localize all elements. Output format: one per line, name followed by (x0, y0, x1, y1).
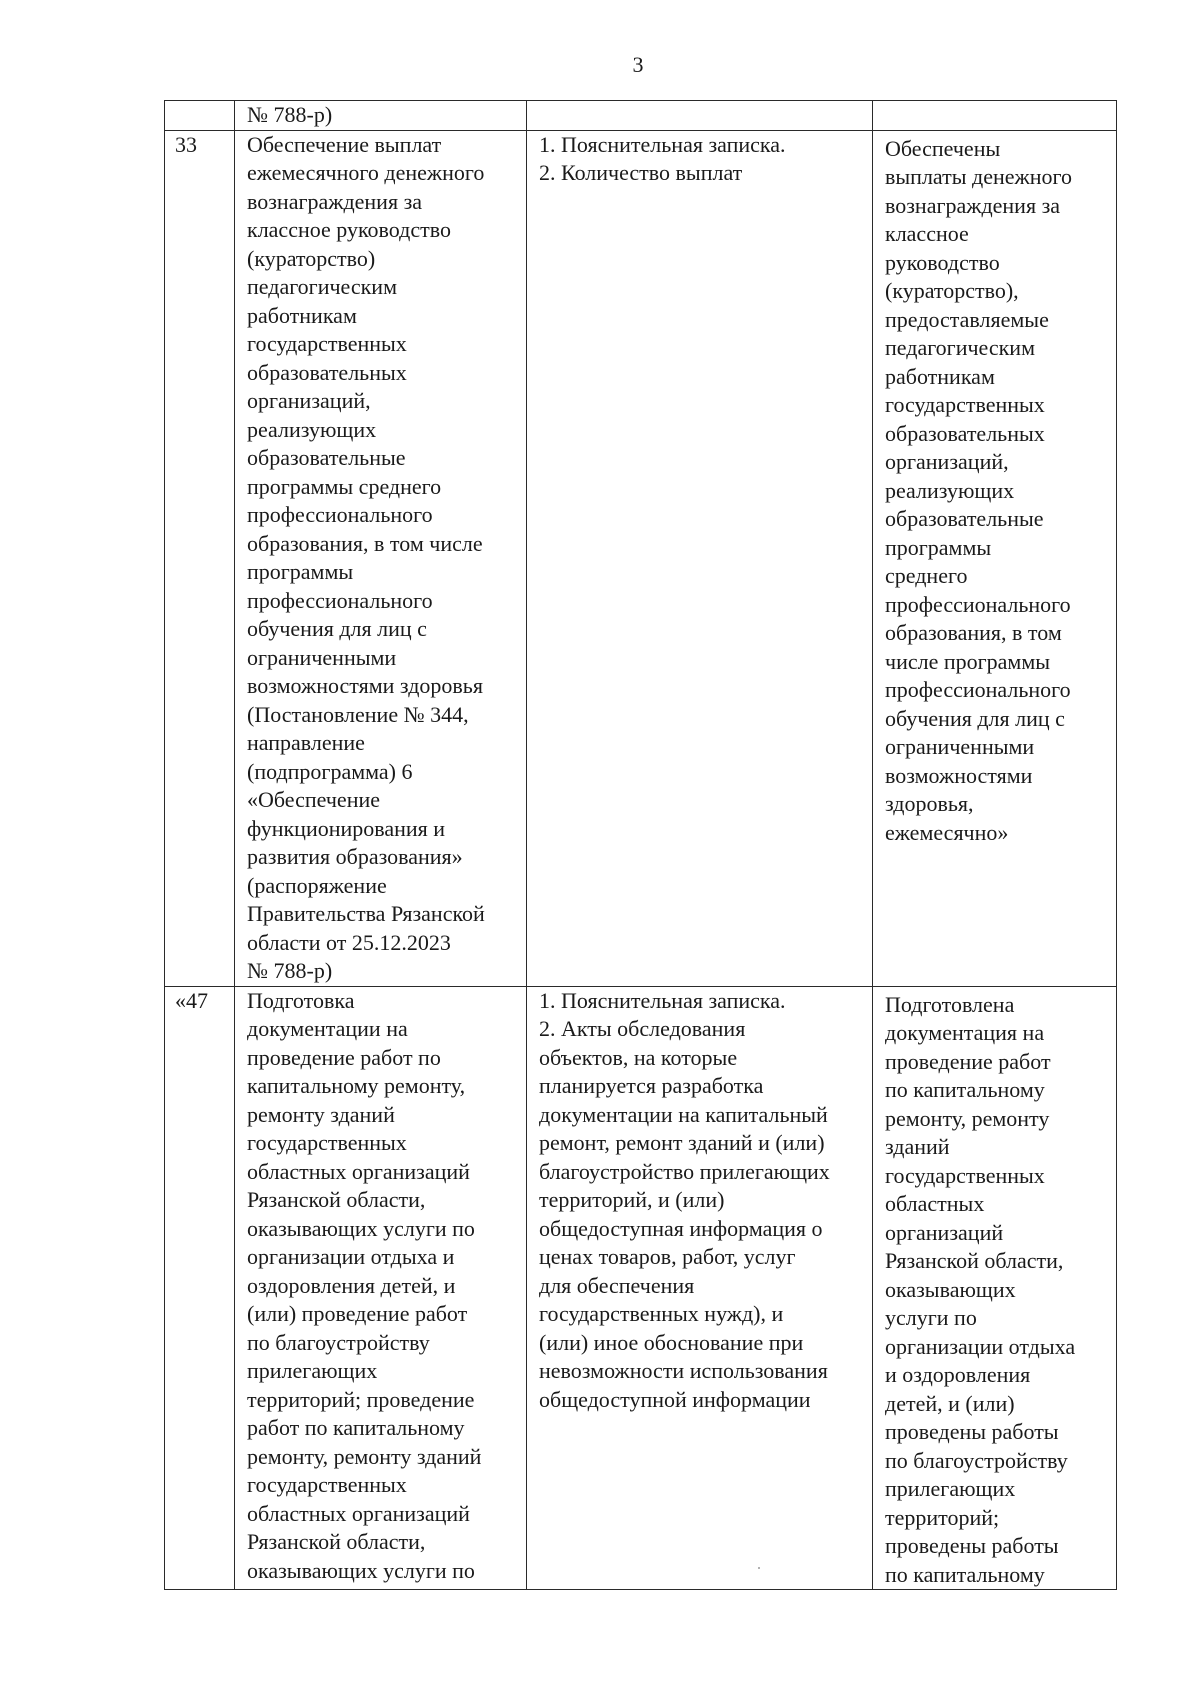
row-number-cell: 33 (165, 130, 235, 986)
result-cell (873, 101, 1117, 131)
table-row (165, 101, 1117, 131)
measure-description-cell: № 788-р) (235, 101, 527, 131)
measures-table (164, 100, 1117, 1590)
table-row (165, 986, 1117, 1590)
row-number-cell: «47 (165, 986, 235, 1590)
table-row (165, 130, 1117, 986)
supporting-documents-cell: 1. Пояснительная записка. 2. Количество выплат (527, 130, 873, 986)
measure-description-cell: Подготовка документации на проведение работ по капитальному ремонту, ремонту зданий государственных областных организаций Рязанской области, оказывающих услуги по организации отдыха и оздоровления детей, и (или) проведение работ по благоустройству прилегающих территорий; проведение работ по капитальному ремонту, ремонту зданий государственных областных организаций Рязанской области, оказывающих услуги по (235, 986, 527, 1590)
supporting-documents-cell: 1. Пояснительная записка. 2. Акты обследования объектов, на которые планируется разработка документации на капитальный ремонт, ремонт зданий и (или) благоустройство прилегающих территорий, и (или) общедоступная информация о ценах товаров, работ, услуг для обеспечения государственных нужд), и (или) иное обоснование при невозможности использования общедоступной информации (527, 986, 873, 1590)
result-cell: Подготовлена документация на проведение работ по капитальному ремонту, ремонту зданий государственных областных организаций Рязанской области, оказывающих услуги по организации отдыха и оздоровления детей, и (или) проведены работы по благоустройству прилегающих территорий; проведены работы по капитальному (873, 986, 1117, 1590)
measure-description-cell: Обеспечение выплат ежемесячного денежного вознаграждения за классное руководство (кураторство) педагогическим работникам государственных образовательных организаций, реализующих образовательные программы среднего профессионального образования, в том числе программы профессионального обучения для лиц с ограниченными возможностями здоровья (Постановление № 344, направление (подпрограмма) 6 «Обеспечение функционирования и развития образования» (распоряжение Правительства Рязанской области от 25.12.2023 № 788-р) (235, 130, 527, 986)
scan-speck (758, 1567, 760, 1569)
supporting-documents-cell (527, 101, 873, 131)
page-number: 3 (632, 52, 644, 77)
result-cell: Обеспечены выплаты денежного вознаграждения за классное руководство (кураторство), предоставляемые педагогическим работникам государственных образовательных организаций, реализующих образовательные программы среднего профессионального образования, в том числе программы профессионального обучения для лиц с ограниченными возможностями здоровья, ежемесячно» (873, 130, 1117, 986)
row-number-cell (165, 101, 235, 131)
